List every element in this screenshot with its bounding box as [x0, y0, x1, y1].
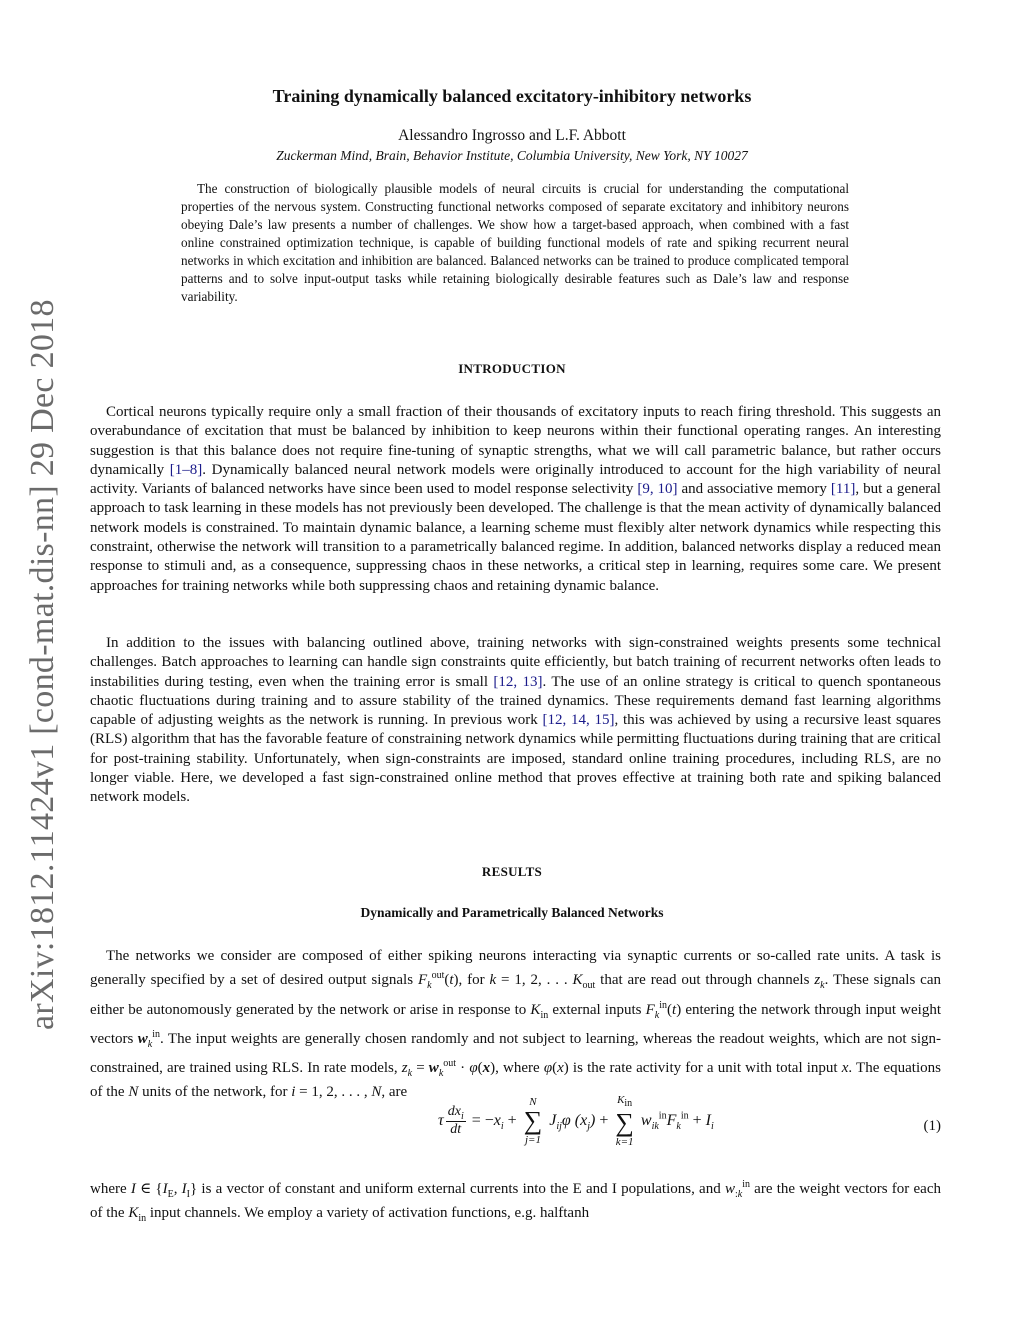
abstract: The construction of biologically plausible models of neural circuits is crucial for understanding the computational properties of the nervous system. Constructing functional networks composed of separate excitatory and inhibitory neurons obeying Dale’s law presents a number of challenges. We show how a target-based approach, when combined with a fast online constrained optimization technique, is capable of building functional models of rate and spiking recurrent neural networks in which excitation and inhibition are balanced. Balanced networks can be trained to produce complicated temporal patterns and to solve input-output tasks while retaining biologically desirable features such as Dale’s law and response variability.	[181, 181, 849, 304]
citation-link[interactable]: [12, 13]	[493, 673, 543, 690]
arxiv-identifier-stamp: arXiv:1812.11424v1 [cond-mat.dis-nn] 29 Dec 2018	[24, 299, 61, 1030]
citation-link[interactable]: [9, 10]	[637, 481, 678, 498]
section-heading-introduction: INTRODUCTION	[458, 361, 566, 376]
equation-1	[90, 1094, 941, 1160]
equation-number: (1)	[923, 1118, 941, 1134]
intro-paragraph-1: Cortical neurons typically require only a small fraction of their thousands of excitatory inputs to reach firing threshold. This suggests an overabundance of excitation that must be balanced by inhibition to keep neurons within their functional operating ranges. An interesting suggestion is that this balance does not require fine-tuning of synaptic strengths, what we will call parametric balance, but rather occurs dynamically [1–8]. Dynamically balanced neural network models were originally introduced to account for the high variability of neural activity. Variants of balanced networks have since been used to model response selectivity [9, 10] and associative memory [11], but a general approach to task learning in these models has not previously been developed. The challenge is that the mean activity of dynamically balanced network models is constrained. To maintain dynamic balance, a learning scheme must flexibly alter network dynamics while respecting this constraint, otherwise the network will transition to a parametrically balanced regime. In addition, balanced networks display a reduced mean response to stimuli and, as a consequence, suppressing chaos in these networks, a critical step in learning, requires some care. We present approaches for training networks while both suppressing chaos and retaining dynamic balance.	[90, 404, 941, 594]
subsection-heading: Dynamically and Parametrically Balanced Networks	[360, 905, 664, 920]
equation-body: τ $\frac{dx_i}{dt}$ = $-x_i$ + N ∑ j=1 $J_{ij}\varphi$ $(x_j)$ + $K_{in}$ ∑ k=1 $w_{ik}^{in}F_k^{in} + I_i$	[438, 1094, 714, 1149]
results-paragraph-2: where I ∈ {$I_E$, $I_I$} is a vector of constant and uniform external currents into the E and I populations, and $w_{:k}^{in}$ are the weight vectors for each of the $K_{in}$ input channels. We employ a variety of activation functions, e.g. halftanh	[90, 1179, 941, 1225]
intro-paragraph-2: In addition to the issues with balancing outlined above, training networks with sign-constrained weights presents some technical challenges. Batch approaches to learning can handle sign constraints quite efficiently, but batch training of recurrent networks often leads to instabilities during testing, even when the training error is small [12, 13]. The use of an online strategy is critical to quench spontaneous chaotic fluctuations during training and to assure stability of the trained dynamics. These requirements demand fast learning algorithms capable of adjusting weights as the network is running. In previous work [12, 14, 15], this was achieved by using a recursive least squares (RLS) algorithm that has the favorable feature of constraining network dynamics while permitting fluctuations during training that are critical for post-training stability. Unfortunately, when sign-constraints are imposed, standard online training procedures, including RLS, are no longer viable. Here, we developed a fast sign-constrained online method that proves effective at training both rate and spiking balanced network models.	[90, 635, 941, 806]
paper-title: Training dynamically balanced excitatory-inhibitory networks	[272, 86, 752, 106]
citation-link[interactable]: [12, 14, 15]	[542, 712, 615, 729]
results-paragraph-1: The networks we consider are composed of either spiking neurons interacting via synaptic currents or so-called rate units. A task is generally specified by a set of desired output signals $F_k^{out}(t)$, for k = 1, 2, . . . $K_{out}$ that are read out through channels $z_k$. These signals can either be autonomously generated by the network or arise in response to $K_{in}$ external inputs $F_k^{in}(t)$ entering the network through input weight vectors $w_k^{in}$. The input weights are generally chosen randomly and not subject to learning, whereas the readout weights, which are not sign-constrained, are trained using RLS. In rate models, $z_k = w_k^{out} \cdot \varphi(x)$, where φ(x) is the rate activity for a unit with total input x. The equations of the N units of the network, for i = 1, 2, . . . , N, are	[90, 948, 942, 1101]
author-affiliation: Zuckerman Mind, Brain, Behavior Institute, Columbia University, New York, NY 10027	[276, 148, 748, 163]
section-heading-results: RESULTS	[481, 864, 543, 879]
author-list: Alessandro Ingrosso and L.F. Abbott	[398, 127, 626, 144]
citation-link[interactable]: [11]	[830, 481, 856, 498]
citation-link[interactable]: [1–8]	[169, 461, 203, 478]
